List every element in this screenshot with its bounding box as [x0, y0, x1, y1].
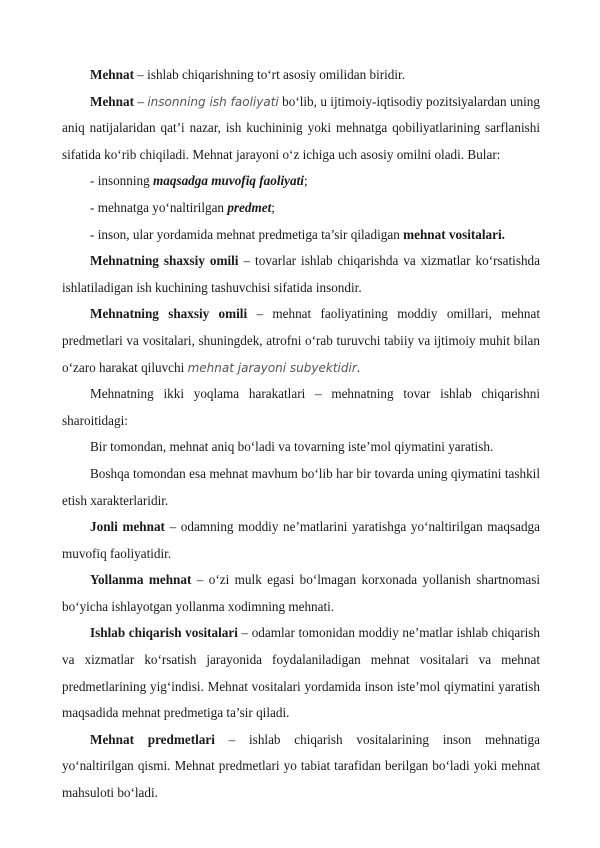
paragraph: [62, 434, 540, 461]
paragraph: [62, 301, 540, 381]
paragraph-text: – tovarlar ishlab chiqarishda va xizmatlar ko‘rsatishda ishlatiladigan ish kuchining tashuvchisi sifatida insondir.: [62, 253, 540, 295]
paragraph-text: Mehnatning ikki yoqlama harakatlari – mehnatning tovar ishlab chiqarishni sharoitidagi:: [62, 386, 540, 428]
term: Yollanma mehnat: [90, 572, 192, 588]
italic-phrase: mehnat jarayoni subyektidir: [187, 360, 357, 375]
term: Mehnat predmetlari: [90, 731, 215, 747]
paragraph-text: – odamlar tomonidan moddiy ne’matlar ishlab chiqarish va xizmatlar ko‘rsatish jarayonida foydalaniladigan mehnat vositalari va mehnat predmetlarining yig‘indisi. Mehnat vositalari yordamida inson iste’mol qiymatini yaratish maqsadida mehnat predmetiga ta’sir qiladi.: [62, 625, 540, 721]
paragraph-text: Boshqa tomondan esa mehnat mavhum bo‘lib har bir tovarda uning qiymatini tashkil etish xarakterlaridir.: [62, 465, 540, 508]
list-item: [62, 222, 540, 249]
emphasis: maqsadga muvofiq faoliyati: [153, 173, 304, 189]
paragraph: [62, 461, 540, 514]
document-page: [62, 62, 540, 807]
paragraph: [62, 248, 540, 301]
term: Mehnat: [90, 93, 134, 109]
paragraph-text: – ishlab chiqarishning to‘rt asosiy omilidan biridir.: [133, 67, 406, 82]
paragraph: [62, 620, 540, 726]
list-item: [62, 168, 540, 195]
paragraph: [62, 89, 540, 169]
italic-phrase: insonning ish faoliyati: [147, 94, 279, 109]
paragraph-text: – odamning moddiy ne’matlarini yaratishga yo‘naltirilgan maqsadga muvofiq faoliyatidir.: [62, 519, 540, 561]
term: Jonli mehnat: [90, 519, 165, 535]
paragraph-text: –: [133, 93, 148, 109]
paragraph: [62, 62, 540, 89]
paragraph-suffix: .: [356, 359, 361, 375]
paragraph-text: bo‘lib, u ijtimoiy-iqtisodiy pozitsiyalardan uning aniq natijalaridan qat’i nazar, ish kuchininig yoki mehnatga qobiliyatlarining sarflanishi sifatida ko‘rib chiqiladi. Mehnat jarayoni o‘z ichiga uch asosiy omilni oladi. Bular:: [62, 93, 540, 162]
paragraph: [62, 727, 540, 807]
paragraph: [62, 567, 540, 620]
list-item-suffix: ;: [303, 173, 308, 189]
list-item-text: - mehnatga yo‘naltirilgan: [90, 199, 228, 215]
emphasis: predmet: [227, 199, 272, 215]
list-item-text: - insonning: [90, 173, 154, 189]
term: Ishlab chiqarish vositalari: [90, 625, 238, 641]
term: Mehnatning shaxsiy omili: [90, 306, 248, 322]
paragraph-text: – ishlab chiqarish vositalarining inson mehnatiga yo‘naltirilgan qismi. Mehnat predmetlari yo tabiat tarafidan berilgan bo‘ladi yoki mehnat mahsuloti bo‘ladi.: [62, 731, 540, 801]
paragraph: [62, 514, 540, 567]
paragraph-text: – o‘zi mulk egasi bo‘lmagan korxonada yollanish shartnomasi bo‘yicha ishlayotgan yollanma xodimning mehnati.: [62, 572, 541, 614]
list-item-text: - inson, ular yordamida mehnat predmetiga ta’sir qiladigan: [90, 226, 404, 242]
list-item: [62, 195, 540, 222]
paragraph-text: – mehnat faoliyatining moddiy omillari, mehnat predmetlari va vositalari, shuningdek, atrofni o‘rab turuvchi tabiiy va ijtimoiy muhit bilan o‘zaro harakat qiluvchi: [62, 306, 540, 375]
list-item-suffix: ;: [271, 199, 275, 215]
paragraph-text: Bir tomondan, mehnat aniq bo‘ladi va tovarning iste’mol qiymatini yaratish.: [90, 439, 494, 455]
paragraph: [62, 381, 540, 434]
emphasis: mehnat vositalari.: [403, 226, 505, 242]
term: Mehnatning shaxsiy omili: [90, 253, 239, 269]
term: Mehnat: [90, 67, 134, 82]
